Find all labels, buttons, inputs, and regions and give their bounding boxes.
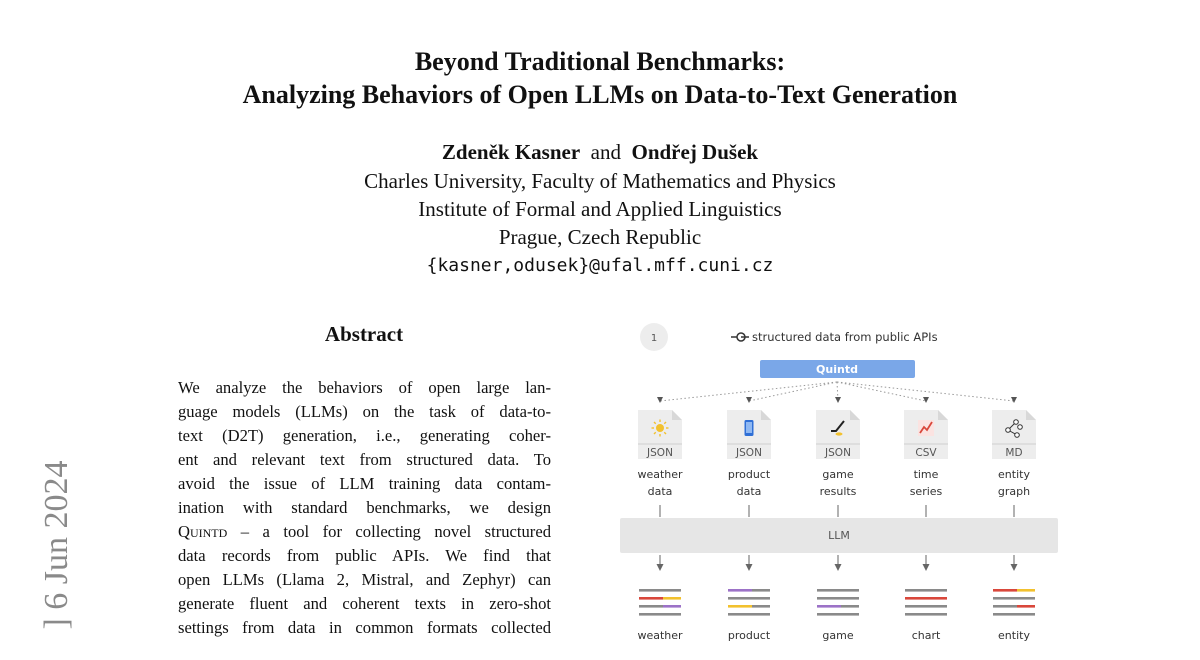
text-line-segment: [728, 605, 752, 608]
affiliation-line-2: Institute of Formal and Applied Linguistics: [418, 197, 782, 221]
source-label-line2: series: [909, 485, 943, 498]
text-line-segment: [817, 605, 841, 608]
text-line-segment: [993, 613, 1017, 616]
abstract-line: ination with standard benchmarks, we design: [178, 498, 551, 517]
text-line-segment: [728, 589, 752, 592]
author-2: Ondřej Dušek: [631, 140, 759, 164]
quintd-rest: – a tool for collecting novel structured: [227, 522, 551, 541]
text-line-segment: [841, 613, 859, 616]
doc-format-label: JSON: [647, 447, 673, 459]
text-line-segment: [752, 597, 770, 600]
text-line-segment: [905, 605, 929, 608]
llm-bar-label: LLM: [828, 529, 850, 542]
text-line-segment: [905, 613, 929, 616]
source-label-line2: results: [819, 485, 857, 498]
quintd-name: Quintd: [178, 522, 228, 541]
text-line-segment: [1017, 597, 1035, 600]
doc-corner: [850, 410, 860, 420]
abstract-line: open LLMs (Llama 2, Mistral, and Zephyr) can: [178, 570, 551, 589]
text-line-segment: [929, 605, 947, 608]
doc-format-label: JSON: [825, 447, 851, 459]
author-1: Zdeněk Kasner: [441, 140, 581, 164]
abstract-line: ent and relevant text from structured data. To: [178, 450, 551, 469]
arxiv-stamp-text: ] 6 Jun 2024: [38, 460, 75, 630]
text-line-segment: [817, 597, 841, 600]
source-label-line1: game: [822, 468, 854, 481]
text-line-segment: [1017, 605, 1035, 608]
quintd-bar-label: Quintd: [816, 363, 858, 376]
sun-icon: [656, 424, 664, 432]
arrow-head: [1011, 397, 1017, 403]
source-label-line1: time: [913, 468, 939, 481]
quintd-figure: [600, 315, 1080, 648]
output-text-icon: [639, 589, 681, 616]
text-line-segment: [929, 589, 947, 592]
output-label: chart: [911, 629, 941, 642]
graph-node: [1014, 420, 1019, 425]
arrow-head: [657, 397, 663, 403]
text-line-segment: [817, 589, 841, 592]
doc-corner: [938, 410, 948, 420]
doc-format-label: MD: [1005, 447, 1023, 459]
abstract-heading: Abstract: [324, 322, 404, 346]
text-line-segment: [993, 605, 1017, 608]
text-line-segment: [663, 597, 681, 600]
text-line-segment: [752, 605, 770, 608]
graph-node: [1015, 433, 1020, 438]
text-line-segment: [728, 613, 752, 616]
author-email: {kasner,odusek}@ufal.mff.cuni.cz: [426, 255, 774, 276]
text-line-segment: [929, 597, 947, 600]
abstract-line: generate fluent and coherent texts in zero-shot: [178, 594, 551, 613]
abstract-line: settings from data in common formats collected: [178, 618, 551, 637]
output-text-icon: [993, 589, 1035, 616]
text-line-segment: [841, 605, 859, 608]
api-icon: [731, 333, 749, 341]
text-line-segment: [663, 613, 681, 616]
output-arrow-head: [746, 564, 753, 571]
output-label: game: [822, 629, 854, 642]
phone-screen: [746, 422, 752, 433]
arrow-head: [835, 397, 841, 403]
puck: [836, 432, 843, 435]
paper-title-line-2: Analyzing Behaviors of Open LLMs on Data-to-Text Generation: [242, 80, 958, 109]
abstract-line: text (D2T) generation, i.e., generating coher-: [178, 426, 551, 445]
source-label-line2: data: [736, 485, 762, 498]
output-label: weather: [637, 629, 683, 642]
text-line-segment: [905, 597, 929, 600]
text-line-segment: [841, 589, 859, 592]
abstract-line: data records from public APIs. We find that: [178, 546, 551, 565]
text-line-segment: [752, 613, 770, 616]
output-arrow-head: [657, 564, 664, 571]
affiliation-line-3: Prague, Czech Republic: [498, 225, 702, 249]
abstract-line: We analyze the behaviors of open large lan-: [178, 378, 551, 397]
graph-node: [1006, 428, 1011, 433]
output-arrow-head: [1011, 564, 1018, 571]
authors: [0, 140, 1200, 165]
text-line-segment: [752, 589, 770, 592]
abstract-line: guage models (LLMs) on the task of data-to-: [178, 402, 551, 421]
output-arrow-head: [835, 564, 842, 571]
output-text-icon: [817, 589, 859, 616]
output-text-icon: [728, 589, 770, 616]
abstract-line-quintd: [178, 520, 551, 544]
text-line-segment: [639, 597, 663, 600]
doc-corner: [761, 410, 771, 420]
dotted-arrow: [837, 382, 926, 401]
text-line-segment: [1017, 589, 1035, 592]
source-label-line1: weather: [637, 468, 683, 481]
doc-format-label: CSV: [915, 447, 937, 459]
arrow-head: [923, 397, 929, 403]
graph-node: [1018, 425, 1023, 430]
figure-header: structured data from public APIs: [752, 330, 938, 344]
abstract-line: avoid the issue of LLM training data contam-: [178, 474, 551, 493]
quintd-arrows: [657, 382, 1017, 403]
text-line-segment: [1017, 613, 1035, 616]
text-line-segment: [639, 589, 663, 592]
output-arrow-head: [923, 564, 930, 571]
text-line-segment: [841, 597, 859, 600]
text-line-segment: [639, 605, 663, 608]
abstract-body: [178, 376, 551, 640]
text-line-segment: [663, 589, 681, 592]
text-line-segment: [993, 597, 1017, 600]
doc-corner: [1026, 410, 1036, 420]
output-text-icon: [905, 589, 947, 616]
text-line-segment: [663, 605, 681, 608]
doc-corner: [672, 410, 682, 420]
dotted-arrow: [749, 382, 837, 401]
step-number: 1: [650, 333, 658, 344]
source-label-line1: product: [727, 468, 771, 481]
text-line-segment: [728, 597, 752, 600]
text-line-segment: [993, 589, 1017, 592]
affiliation-line-1: Charles University, Faculty of Mathematics and Physics: [364, 169, 836, 193]
text-line-segment: [905, 589, 929, 592]
arxiv-stamp: [32, 430, 82, 660]
output-label: product: [727, 629, 771, 642]
arrow-head: [746, 397, 752, 403]
source-label-line1: entity: [998, 468, 1030, 481]
text-line-segment: [639, 613, 663, 616]
text-line-segment: [929, 613, 947, 616]
text-line-segment: [817, 613, 841, 616]
output-label: entity: [998, 629, 1030, 642]
author-conjunction: and: [590, 140, 621, 164]
doc-format-label: JSON: [736, 447, 762, 459]
source-label-line2: graph: [997, 485, 1031, 498]
source-label-line2: data: [647, 485, 673, 498]
generated-outputs: [637, 589, 1035, 642]
paper-title-line-1: Beyond Traditional Benchmarks:: [414, 47, 786, 76]
